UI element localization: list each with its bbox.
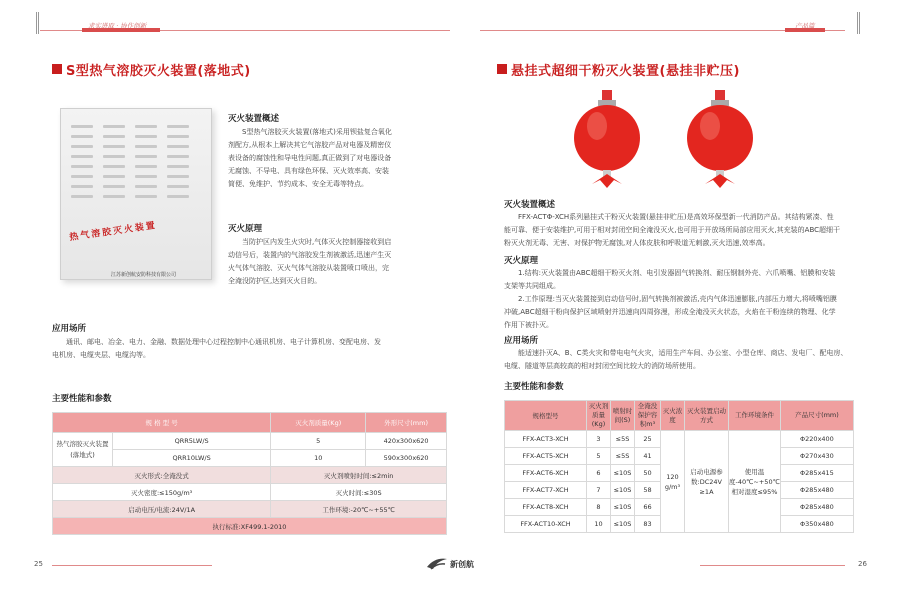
table-header-start-method: 灭火装置启动方式: [685, 401, 729, 431]
left-tab-marks: [36, 12, 39, 34]
table-row: 启动电压/电流:24V/1A 工作环境:-20℃~+55℃: [53, 501, 447, 518]
concentration-cell: 120 g/m³: [661, 431, 685, 533]
extinguisher-image-1: [562, 88, 652, 193]
table-row: 热气溶胶灭火装置(落地式) QRR5LW/S 5 420x300x620: [53, 433, 447, 450]
right-title-marker: [497, 64, 507, 74]
standard-text: 执行标准:XF499.1-2010: [53, 518, 447, 535]
table-row: FFX-ACT8-XCH 8 ≤10S 66 Φ285x480: [505, 499, 854, 516]
left-application-heading: 应用场所: [52, 324, 87, 334]
right-principle-text: 1.结构:灭火装置由ABC超细干粉灭火剂、电引发器固气转换剂、耐压钢制外壳、六爪喷嘴、铝膜和安装 支架等共同组成。 2.工作原理:当灭火装置接到启动信号时,固气转换剂被激活,壳内气体迅速膨胀,内部压力增大,将喷嘴铝膜 冲破,ABC超细干粉向保护区域喷射并迅速向四周弥漫，形成全淹没灭火状态，火焰在干粉连续的物理、化学 作用下被扑灭。: [504, 269, 837, 329]
right-page-number: 26: [858, 560, 867, 568]
table-row: FFX-ACT6-XCH 6 ≤10S 50 Φ285x415: [505, 465, 854, 482]
table-header-model: 规格型号: [505, 401, 587, 431]
cabinet-label: 热气溶胶灭火装置: [68, 220, 158, 244]
start-method-cell: 启动电源参数:DC24V ≥1A: [685, 431, 729, 533]
table-header-environment: 工作环境条件: [729, 401, 781, 431]
header-tag: 产品篇: [795, 22, 815, 30]
brand-logo-icon: [425, 555, 449, 571]
right-params-table: [504, 400, 854, 533]
left-application-text: 通讯、邮电、冶金、电力、金融、数据处理中心过程控制中心通讯机房、电子计算机房、变配电房、发 电机房、电缆夹层、电缆沟等。: [52, 338, 381, 359]
right-principle-heading: 灭火原理: [504, 256, 539, 266]
table-row: 灭火密度:≤150g/m³ 灭火时间:≤30S: [53, 484, 447, 501]
table-header-model: 规 格 型 号: [53, 413, 271, 433]
table-header-size: 产品尺寸(mm): [780, 401, 853, 431]
cabinet-manufacturer: 江苏新创航安防科技有限公司: [111, 272, 177, 278]
right-params-heading: 主要性能和参数: [504, 382, 564, 392]
left-title-marker: [52, 64, 62, 74]
aerosol-cabinet-image: [60, 108, 212, 280]
table-header-size: 外形尺寸(mm): [366, 413, 447, 433]
header-slogan: 求实进取 · 协作创新: [88, 22, 147, 30]
right-footer-rule: [700, 565, 845, 566]
environment-cell: 使用温度-40℃~+50℃ 相对湿度≤95%: [729, 431, 781, 533]
left-params-table: [52, 412, 447, 535]
right-overview-heading: 灭火装置概述: [504, 200, 556, 210]
right-tab-marks: [857, 12, 860, 34]
left-params-heading: 主要性能和参数: [52, 394, 112, 404]
table-row: FFX-ACT5-XCH 5 ≤5S 41 Φ270x430: [505, 448, 854, 465]
left-principle-text: 当防护区内发生火灾时,气体灭火控制器接收到启 动信号后，装置内的气溶胶发生剂被激活,迅速产生灭 火气体气溶胶、灭火气体气溶胶从装置喷口喷出，完 全淹没防护区,达到灭火目的。: [228, 238, 392, 285]
brand-logo-text: 新创航: [450, 560, 474, 569]
left-overview-heading: 灭火装置概述: [228, 114, 280, 124]
right-application-text: 能适速扑灭A、B、C类火灾和带电电气火灾，适用生产车间、办公室、小型仓库、商店、发电厂、配电房、 电缆、隧道等层高较高的相对封闭空间比较大的消防场所使用。: [504, 349, 848, 370]
table-header-volume: 全淹没保护容积m³: [635, 401, 661, 431]
left-page-title: S型热气溶胶灭火装置(落地式): [66, 64, 251, 79]
table-row: FFX-ACT10-XCH 10 ≤10S 83 Φ350x480: [505, 516, 854, 533]
extinguisher-image-2: [675, 88, 765, 193]
table-group-name: 热气溶胶灭火装置(落地式): [53, 433, 113, 467]
table-footer-row: [53, 518, 447, 535]
left-overview-text: S型热气溶胶灭火装置(落地式)采用钡盐复合氧化 剂配方,从根本上解决其它气溶胶产品对电器及精密仪 表设备的腐蚀性和导电性问题,真正做到了对电器设备 无腐蚀、不导电、具有绿色环保、灭火效率高、安装 简便、免维护、节约成本、安全无毒等特点。: [228, 128, 392, 188]
right-application-heading: 应用场所: [504, 336, 539, 346]
left-page-number: 25: [34, 560, 43, 568]
left-principle-heading: 灭火原理: [228, 224, 263, 234]
table-row: QRR10LW/S 10 590x300x620: [53, 450, 447, 467]
table-header-concentration: 灭火浓度: [661, 401, 685, 431]
table-header-mass: 灭火剂质量(Kg): [587, 401, 611, 431]
table-header-time: 喷射时间(S): [611, 401, 635, 431]
right-overview-text: FFX-ACTΦ-XCH系列悬挂式干粉灭火装置(悬挂非贮压)是高效环保型新一代消防产品。其结构紧凑、性 能可靠、便于安装维护,可用于相对封闭空间全淹没灭火,也可用于开放场所局部应用灭火,其充装的ABC超细干 粉灭火剂无毒、无害、对保护物无腐蚀,对人体皮肤和呼吸道无刺激,灭火迅速,效率高。: [504, 213, 841, 247]
table-row: FFX-ACT7-XCH 7 ≤10S 58 Φ285x480: [505, 482, 854, 499]
table-row: FFX-ACT3-XCH 3 ≤5S 25 120 g/m³ 启动电源参数:DC24V ≥1A 使用温度-40℃~+50℃ 相对湿度≤95% Φ220x400: [505, 431, 854, 448]
table-row: 灭火形式:全淹没式 灭火剂喷射时间:≤2min: [53, 467, 447, 484]
right-page-title: 悬挂式超细干粉灭火装置(悬挂非贮压): [511, 64, 740, 79]
table-header-mass: 灭火剂质量(Kg): [271, 413, 366, 433]
left-footer-rule: [52, 565, 212, 566]
